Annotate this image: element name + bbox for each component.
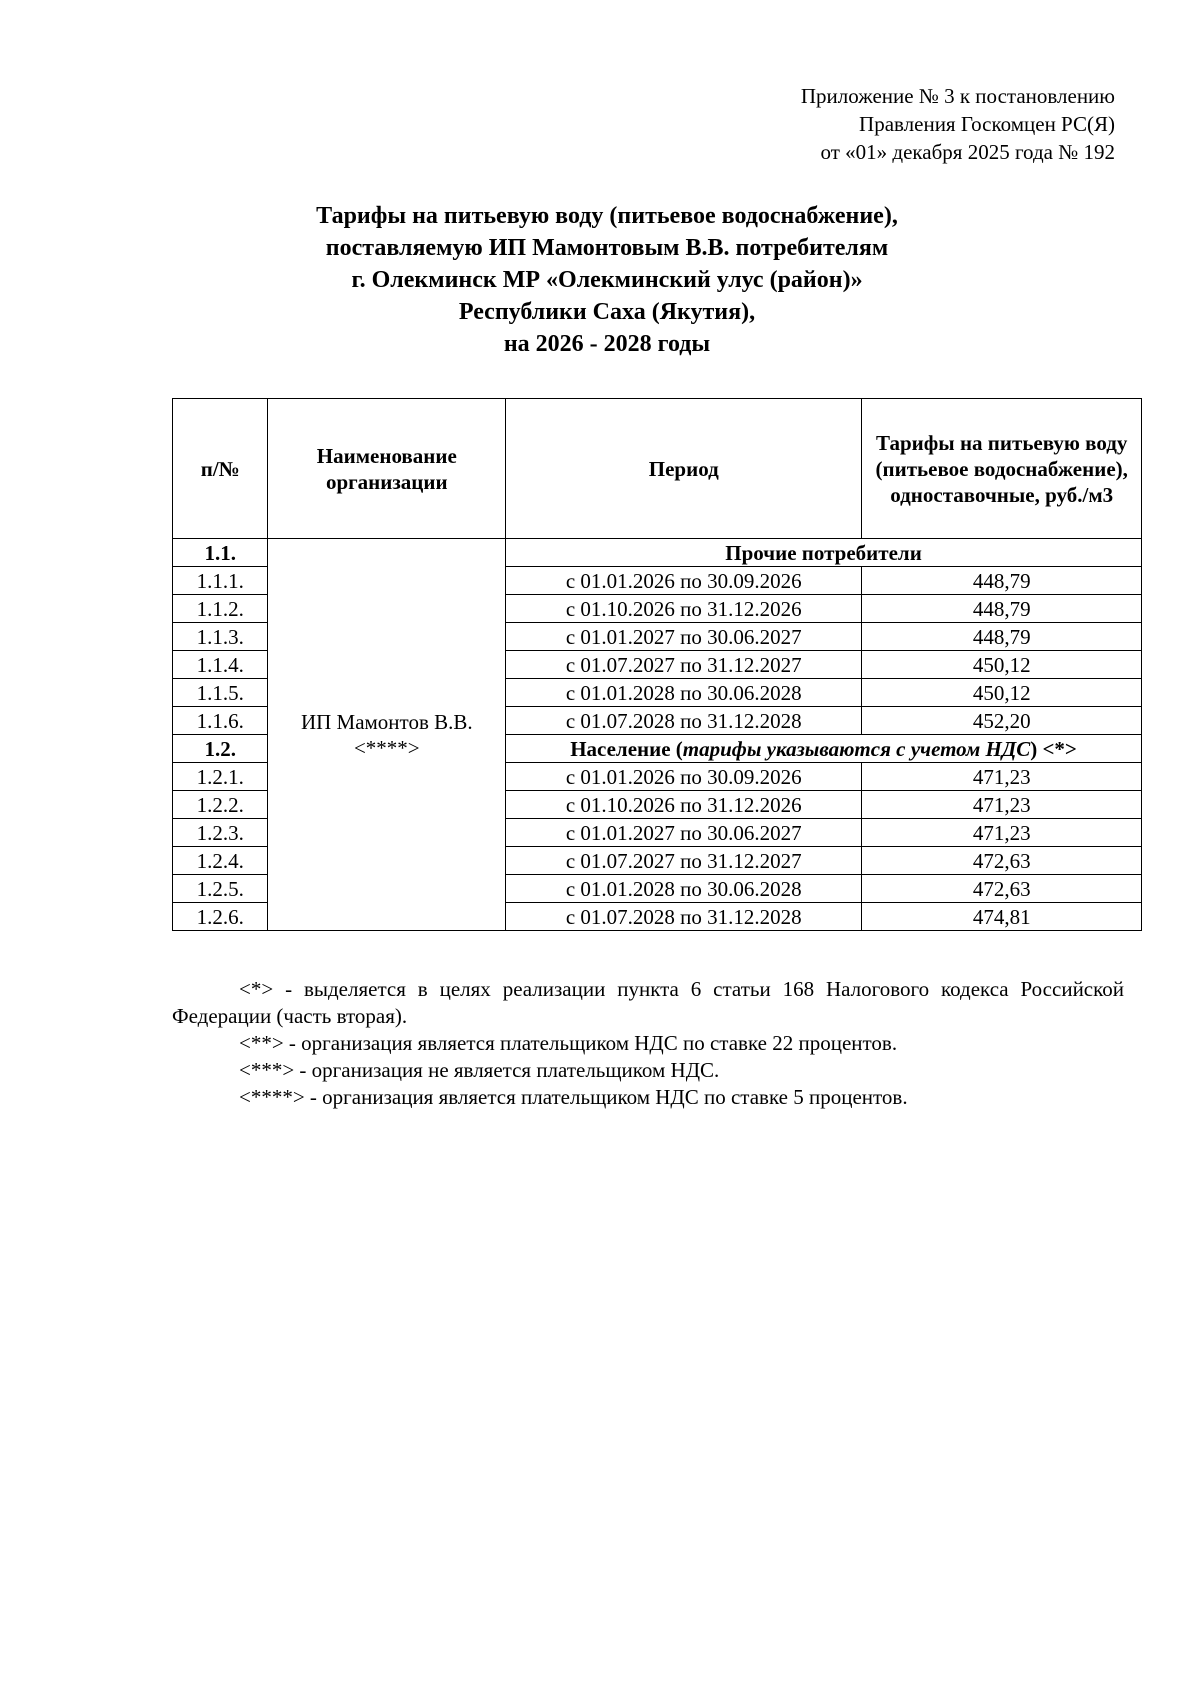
org-name: ИП Мамонтов В.В. [300, 709, 473, 734]
row-value: 471,23 [862, 791, 1142, 819]
section-label: Прочие потребители [506, 539, 1142, 567]
row-period: с 01.01.2027 по 30.06.2027 [506, 819, 862, 847]
section-label-post: ) <*> [1030, 736, 1077, 761]
row-num: 1.1.4. [173, 651, 268, 679]
footnote: <**> - организация является плательщиком НДС по ставке 22 процентов. [239, 1031, 898, 1055]
title-line-1: Тарифы на питьевую воду (питьевое водоснабжение), [316, 203, 898, 229]
document-header [595, 82, 1115, 166]
row-value: 450,12 [862, 651, 1142, 679]
row-value: 472,63 [862, 847, 1142, 875]
footnote: <*> - выделяется в целях реализации пункта 6 статьи 168 Налогового кодекса Российской Федерации (часть вторая). [172, 977, 1124, 1028]
tariff-table [172, 398, 1142, 931]
row-period: с 01.10.2026 по 31.12.2026 [506, 595, 862, 623]
header-line-3: от «01» декабря 2025 года № 192 [820, 140, 1115, 164]
section-num: 1.2. [173, 735, 268, 763]
document-title [172, 200, 1042, 360]
row-value: 471,23 [862, 763, 1142, 791]
title-line-5: на 2026 - 2028 годы [503, 331, 711, 357]
row-num: 1.2.1. [173, 763, 268, 791]
row-period: с 01.07.2028 по 31.12.2028 [506, 707, 862, 735]
row-value: 471,23 [862, 819, 1142, 847]
row-value: 452,20 [862, 707, 1142, 735]
row-num: 1.2.2. [173, 791, 268, 819]
footnotes [172, 976, 1124, 1111]
row-period: с 01.01.2028 по 30.06.2028 [506, 679, 862, 707]
footnote: <****> - организация является плательщиком НДС по ставке 5 процентов. [239, 1085, 908, 1109]
section-label [506, 735, 1142, 763]
row-num: 1.2.5. [173, 875, 268, 903]
row-num: 1.1.2. [173, 595, 268, 623]
section-num: 1.1. [173, 539, 268, 567]
title-line-2: поставляемую ИП Мамонтовым В.В. потребителям [325, 235, 889, 261]
table-header-row [173, 399, 1142, 539]
header-line-2: Правления Госкомцен РС(Я) [859, 112, 1115, 136]
row-period: с 01.01.2026 по 30.09.2026 [506, 763, 862, 791]
row-num: 1.1.5. [173, 679, 268, 707]
row-num: 1.2.4. [173, 847, 268, 875]
row-num: 1.1.3. [173, 623, 268, 651]
row-value: 474,81 [862, 903, 1142, 931]
row-num: 1.1.6. [173, 707, 268, 735]
header-num: п/№ [173, 399, 268, 539]
header-org: Наименование организации [268, 399, 506, 539]
header-tariff: Тарифы на питьевую воду (питьевое водоснабжение), одноставочные, руб./м3 [862, 399, 1142, 539]
header-period: Период [506, 399, 862, 539]
section-label-pre: Население ( [570, 736, 683, 761]
footnote: <***> - организация не является плательщиком НДС. [239, 1058, 720, 1082]
row-value: 448,79 [862, 595, 1142, 623]
row-period: с 01.07.2027 по 31.12.2027 [506, 847, 862, 875]
header-line-1: Приложение № 3 к постановлению [800, 84, 1115, 108]
section-label-italic: тарифы указываются с учетом НДС [682, 736, 1031, 761]
row-value: 448,79 [862, 567, 1142, 595]
row-period: с 01.01.2026 по 30.09.2026 [506, 567, 862, 595]
row-period: с 01.07.2027 по 31.12.2027 [506, 651, 862, 679]
row-period: с 01.01.2028 по 30.06.2028 [506, 875, 862, 903]
org-cell [268, 539, 506, 931]
table-body [173, 539, 1142, 931]
row-num: 1.2.6. [173, 903, 268, 931]
row-num: 1.2.3. [173, 819, 268, 847]
row-period: с 01.10.2026 по 31.12.2026 [506, 791, 862, 819]
org-mark: <****> [353, 735, 420, 760]
row-value: 450,12 [862, 679, 1142, 707]
row-value: 448,79 [862, 623, 1142, 651]
row-num: 1.1.1. [173, 567, 268, 595]
title-line-3: г. Олекминск МР «Олекминский улус (район)» [351, 267, 863, 293]
row-value: 472,63 [862, 875, 1142, 903]
section-row [173, 539, 1142, 567]
title-line-4: Республики Саха (Якутия), [458, 299, 756, 325]
row-period: с 01.01.2027 по 30.06.2027 [506, 623, 862, 651]
row-period: с 01.07.2028 по 31.12.2028 [506, 903, 862, 931]
